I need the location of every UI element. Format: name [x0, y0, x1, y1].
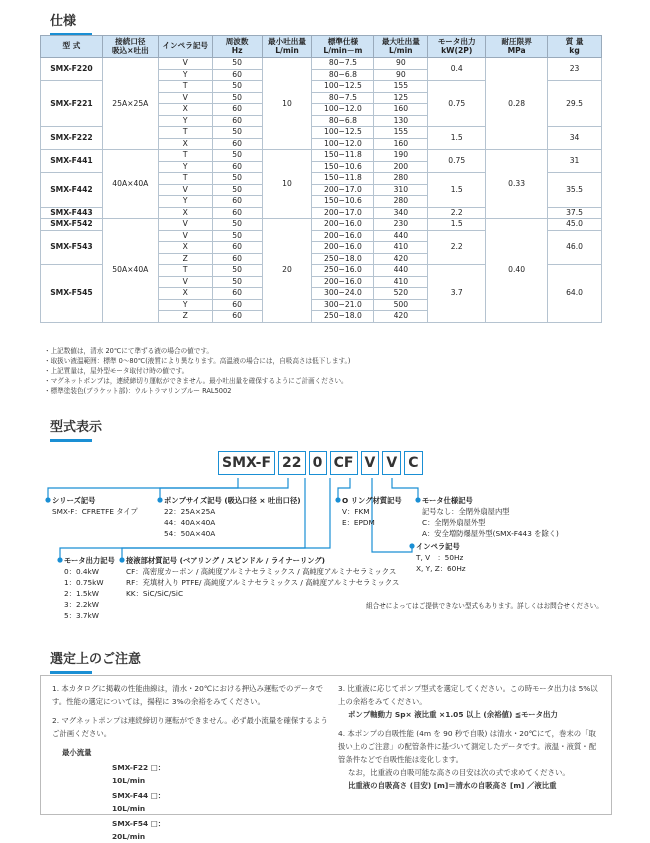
cell-model: SMX-F443	[41, 207, 103, 219]
cell-hz: 60	[212, 69, 262, 81]
cell-imp: V	[158, 219, 212, 231]
cell-hz: 60	[212, 161, 262, 173]
cell-std: 250−18.0	[312, 253, 374, 265]
cell-imp: Y	[158, 299, 212, 311]
cell-kw: 0.75	[428, 150, 486, 173]
cell-hz: 50	[212, 276, 262, 288]
cell-kg: 34	[548, 127, 602, 150]
cell-std: 100−12.5	[312, 81, 374, 93]
cell-std: 100−12.0	[312, 104, 374, 116]
cell-std: 200−17.0	[312, 184, 374, 196]
cell-hz: 50	[212, 92, 262, 104]
cell-kg: 64.0	[548, 265, 602, 323]
selection-title: 選定上のご注意	[50, 648, 141, 674]
cell-imp: V	[158, 230, 212, 242]
cell-max: 125	[374, 92, 428, 104]
cell-imp: Z	[158, 253, 212, 265]
cell-imp: T	[158, 173, 212, 185]
selection-item-1: 1. 本カタログに掲載の性能曲線は，清水・20℃における押込み運転でのデータです。性能の選定については，揚程に 3%の余裕をみてください。	[52, 684, 323, 706]
cell-max: 230	[374, 219, 428, 231]
cell-min: 10	[262, 150, 312, 219]
cell-hz: 50	[212, 58, 262, 70]
selection-item-3-formula: ポンプ軸動力 Sp× 液比重 ×1.05 以上 (余裕値) ≦モータ出力	[348, 710, 558, 719]
cell-max: 410	[374, 242, 428, 254]
cell-model: SMX-F442	[41, 173, 103, 208]
motor-spec-label: モータ仕様記号 記号なし：全閉外扇屋内型 C：全閉外扇屋外型 A：安全増防爆屋外型(SMX-F443 を除く)	[422, 496, 559, 538]
table-header: インペラ記号	[158, 36, 212, 58]
cell-max: 420	[374, 253, 428, 265]
cell-min: 10	[262, 58, 312, 150]
motor-output-label: モータ出力記号 0：0.4kW 1：0.75kW 2：1.5kW 3：2.2kW 5：3.7kW	[64, 556, 115, 620]
code-segment: 0	[309, 451, 327, 475]
cell-max: 200	[374, 161, 428, 173]
selection-item-4-formula: 比重液の自吸高さ (目安) [m]＝清水の自吸高さ [m] ／液比重	[348, 781, 557, 790]
cell-imp: X	[158, 242, 212, 254]
cell-model: SMX-F220	[41, 58, 103, 81]
cell-mpa: 0.33	[486, 150, 548, 219]
cell-std: 300−21.0	[312, 299, 374, 311]
cell-imp: X	[158, 207, 212, 219]
pump-size-label: ポンプサイズ記号 (吸込口径 × 吐出口径) 22：25A×25A 44：40A×40A 54：50A×40A	[164, 496, 301, 538]
code-segment: CF	[330, 451, 358, 475]
cell-model: SMX-F542	[41, 219, 103, 231]
cell-hz: 50	[212, 150, 262, 162]
cell-model: SMX-F545	[41, 265, 103, 323]
cell-std: 80−7.5	[312, 58, 374, 70]
cell-imp: Y	[158, 196, 212, 208]
selection-item-3: 3. 比重液に応じてポンプ型式を選定してください。この時モータ出力は 5%以上の余裕をみてください。	[338, 684, 598, 706]
cell-kg: 46.0	[548, 230, 602, 265]
cell-size: 50A×40A	[102, 219, 158, 323]
cell-max: 160	[374, 138, 428, 150]
table-header: 標準仕様 L/min－m	[312, 36, 374, 58]
code-segment: C	[404, 451, 422, 475]
code-segment: V	[382, 451, 401, 475]
cell-imp: X	[158, 104, 212, 116]
cell-std: 200−16.0	[312, 219, 374, 231]
cell-max: 90	[374, 58, 428, 70]
cell-hz: 50	[212, 81, 262, 93]
code-segment: SMX-F	[218, 451, 275, 475]
spec-title: 仕様	[50, 10, 92, 36]
cell-std: 250−16.0	[312, 265, 374, 277]
table-header: 型 式	[41, 36, 103, 58]
cell-max: 155	[374, 81, 428, 93]
cell-kw: 0.4	[428, 58, 486, 81]
cell-kw: 2.2	[428, 230, 486, 265]
cell-kw: 1.5	[428, 173, 486, 208]
cell-kg: 35.5	[548, 173, 602, 208]
table-header: 耐圧限界 MPa	[486, 36, 548, 58]
cell-imp: V	[158, 92, 212, 104]
cell-kg: 29.5	[548, 81, 602, 127]
cell-hz: 50	[212, 219, 262, 231]
model-title: 型式表示	[50, 416, 102, 442]
oring-label: O リング材質記号 V：FKM E：EPDM	[342, 496, 402, 527]
cell-mpa: 0.40	[486, 219, 548, 323]
cell-kg: 45.0	[548, 219, 602, 231]
series-label: シリーズ記号 SMX-F：CFRETFE タイプ	[52, 496, 138, 516]
cell-hz: 50	[212, 265, 262, 277]
cell-imp: X	[158, 288, 212, 300]
cell-std: 200−16.0	[312, 230, 374, 242]
note-line: ・マグネットポンプは，連続締切り運転ができません。最小吐出量を確保するようにご計画ください。	[44, 377, 348, 385]
cell-imp: Y	[158, 115, 212, 127]
cell-model: SMX-F543	[41, 230, 103, 265]
cell-max: 500	[374, 299, 428, 311]
note-line: ・標準塗装色(ブラケット部)：ウルトラマリンブルー RAL5002	[44, 387, 232, 395]
cell-imp: T	[158, 81, 212, 93]
cell-max: 410	[374, 276, 428, 288]
selection-item-4b: なお，比重液の自吸可能な高さの目安は次の式で求めてください。	[348, 768, 570, 777]
cell-kw: 0.75	[428, 81, 486, 127]
cell-std: 100−12.0	[312, 138, 374, 150]
selection-item-4: 4. 本ポンプの自吸性能 (4m を 90 秒で自吸) は清水・20℃にて，巻末の「取扱い上のご注意」の配管条件に基づいて測定したデータです。液温・液質・配管条件などで自吸性能は変化します。	[338, 729, 597, 764]
cell-max: 160	[374, 104, 428, 116]
cell-max: 155	[374, 127, 428, 139]
cell-hz: 60	[212, 299, 262, 311]
cell-std: 150−11.8	[312, 173, 374, 185]
table-header: モータ出力 kW(2P)	[428, 36, 486, 58]
cell-kw: 1.5	[428, 219, 486, 231]
cell-imp: Z	[158, 311, 212, 323]
cell-hz: 60	[212, 242, 262, 254]
cell-std: 150−10.6	[312, 196, 374, 208]
cell-hz: 60	[212, 288, 262, 300]
cell-kw: 3.7	[428, 265, 486, 323]
cell-max: 520	[374, 288, 428, 300]
cell-imp: Y	[158, 161, 212, 173]
cell-std: 80−6.8	[312, 115, 374, 127]
cell-max: 340	[374, 207, 428, 219]
cell-kw: 2.2	[428, 207, 486, 219]
cell-size: 40A×40A	[102, 150, 158, 219]
wetted-label: 接液部材質記号 (ベアリング / スピンドル / ライナーリング) CF：高密度カーボン / 高純度アルミナセラミックス / 高純度アルミナセラミックス RF：充填材入り PTFE/ 高純度アルミナセラミックス / 高純度アルミナセラミックス KK：SiC/SiC/SiC	[126, 556, 400, 598]
code-segment: V	[361, 451, 380, 475]
table-header: 接続口径 吸込×吐出	[102, 36, 158, 58]
impeller-label: インペラ記号 T, V ：50Hz X, Y, Z：60Hz	[416, 542, 466, 573]
note-line: ・取扱い液温範囲：標準 0〜80℃(液質により異なります。高温液の場合には，自吸高さは低下します。)	[44, 357, 351, 365]
cell-hz: 60	[212, 104, 262, 116]
table-header: 質 量 kg	[548, 36, 602, 58]
cell-std: 200−16.0	[312, 276, 374, 288]
cell-max: 280	[374, 196, 428, 208]
cell-max: 440	[374, 265, 428, 277]
cell-imp: T	[158, 150, 212, 162]
cell-std: 150−10.6	[312, 161, 374, 173]
cell-model: SMX-F221	[41, 81, 103, 127]
cell-hz: 50	[212, 230, 262, 242]
cell-min: 20	[262, 219, 312, 323]
cell-std: 80−7.5	[312, 92, 374, 104]
cell-kw: 1.5	[428, 127, 486, 150]
cell-mpa: 0.28	[486, 58, 548, 150]
cell-imp: V	[158, 276, 212, 288]
cell-hz: 50	[212, 173, 262, 185]
cell-hz: 50	[212, 127, 262, 139]
cell-std: 80−6.8	[312, 69, 374, 81]
selection-item-2: 2. マグネットポンプは連続締切り運転ができません。必ず最小流量を確保するようご計画ください。	[52, 716, 328, 738]
cell-max: 190	[374, 150, 428, 162]
cell-kg: 31	[548, 150, 602, 173]
min-flow-list: 最小流量 SMX-F22 □：10L/min SMX-F44 □：10L/min SMX-F54 □：20L/min	[62, 748, 166, 841]
cell-hz: 50	[212, 184, 262, 196]
cell-std: 100−12.5	[312, 127, 374, 139]
cell-max: 440	[374, 230, 428, 242]
cell-imp: X	[158, 138, 212, 150]
note-line: ・上記質量は，屋外型モータ取付け時の値です。	[44, 367, 189, 375]
cell-imp: Y	[158, 69, 212, 81]
table-header: 周波数 Hz	[212, 36, 262, 58]
cell-hz: 60	[212, 115, 262, 127]
cell-hz: 60	[212, 207, 262, 219]
cell-max: 310	[374, 184, 428, 196]
cell-kg: 37.5	[548, 207, 602, 219]
cell-imp: T	[158, 265, 212, 277]
cell-hz: 60	[212, 311, 262, 323]
cell-std: 150−11.8	[312, 150, 374, 162]
cell-kg: 23	[548, 58, 602, 81]
table-header: 最小吐出量 L/min	[262, 36, 312, 58]
cell-imp: V	[158, 184, 212, 196]
cell-hz: 60	[212, 138, 262, 150]
code-segment: 22	[278, 451, 305, 475]
cell-std: 200−17.0	[312, 207, 374, 219]
cell-imp: V	[158, 58, 212, 70]
cell-model: SMX-F222	[41, 127, 103, 150]
selection-right	[338, 682, 600, 798]
cell-std: 300−24.0	[312, 288, 374, 300]
table-header: 最大吐出量 L/min	[374, 36, 428, 58]
cell-max: 420	[374, 311, 428, 323]
selection-left	[52, 682, 332, 843]
cell-max: 280	[374, 173, 428, 185]
cell-hz: 60	[212, 196, 262, 208]
model-footnote: 組合せによってはご提供できない型式もあります。詳しくはお問合せください。	[366, 602, 603, 610]
cell-max: 90	[374, 69, 428, 81]
cell-hz: 60	[212, 253, 262, 265]
cell-std: 200−16.0	[312, 242, 374, 254]
cell-model: SMX-F441	[41, 150, 103, 173]
cell-max: 130	[374, 115, 428, 127]
note-line: ・上記数値は，清水 20℃にて準ずる液の場合の値です。	[44, 347, 214, 355]
cell-size: 25A×25A	[102, 58, 158, 150]
cell-imp: T	[158, 127, 212, 139]
cell-std: 250−18.0	[312, 311, 374, 323]
